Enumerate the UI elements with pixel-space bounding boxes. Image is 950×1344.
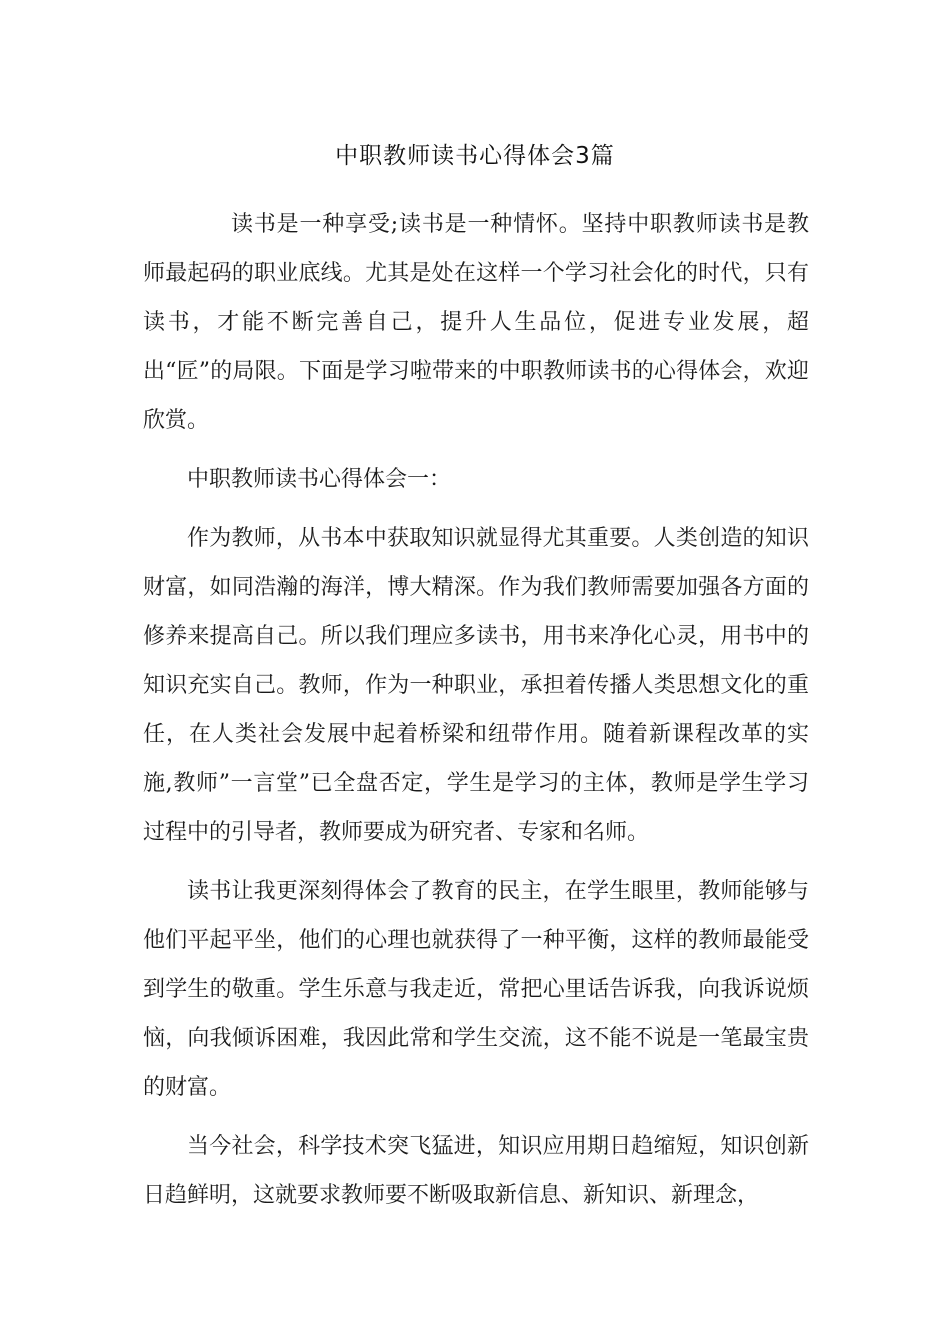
document-title: 中职教师读书心得体会3篇: [335, 143, 615, 169]
body-paragraph: 当今社会，科学技术突飞猛进，知识应用期日趋缩短，知识创新日趋鲜明，这就要求教师要不断吸取新信息、新知识、新理念，: [143, 1134, 809, 1208]
section-heading: 中职教师读书心得体会一：: [187, 467, 452, 492]
body-paragraph: 作为教师，从书本中获取知识就显得尤其重要。人类创造的知识财富，如同浩瀚的海洋，博大精深。作为我们教师需要加强各方面的修养来提高自己。所以我们理应多读书，用书来净化心灵，用书中的知识充实自己。教师，作为一种职业，承担着传播人类思想文化的重任，在人类社会发展中起着桥梁和纽带作用。随着新课程改革的实施,教师”一言堂”已全盘否定，学生是学习的主体，教师是学生学习过程中的引导者，教师要成为研究者、专家和名师。: [143, 526, 809, 845]
intro-paragraph: 读书是一种享受;读书是一种情怀。坚持中职教师读书是教师最起码的职业底线。尤其是处在这样一个学习社会化的时代，只有读书，才能不断完善自己，提升人生品位，促进专业发展，超出“匠”的局限。下面是学习啦带来的中职教师读书的心得体会，欢迎欣赏。: [143, 212, 809, 433]
document-body: [143, 200, 809, 1230]
body-paragraph: 读书让我更深刻得体会了教育的民主，在学生眼里，教师能够与他们平起平坐，他们的心理也就获得了一种平衡，这样的教师最能受到学生的敬重。学生乐意与我走近，常把心里话告诉我，向我诉说烦恼，向我倾诉困难，我因此常和学生交流，这不能不说是一笔最宝贵的财富。: [143, 879, 809, 1100]
